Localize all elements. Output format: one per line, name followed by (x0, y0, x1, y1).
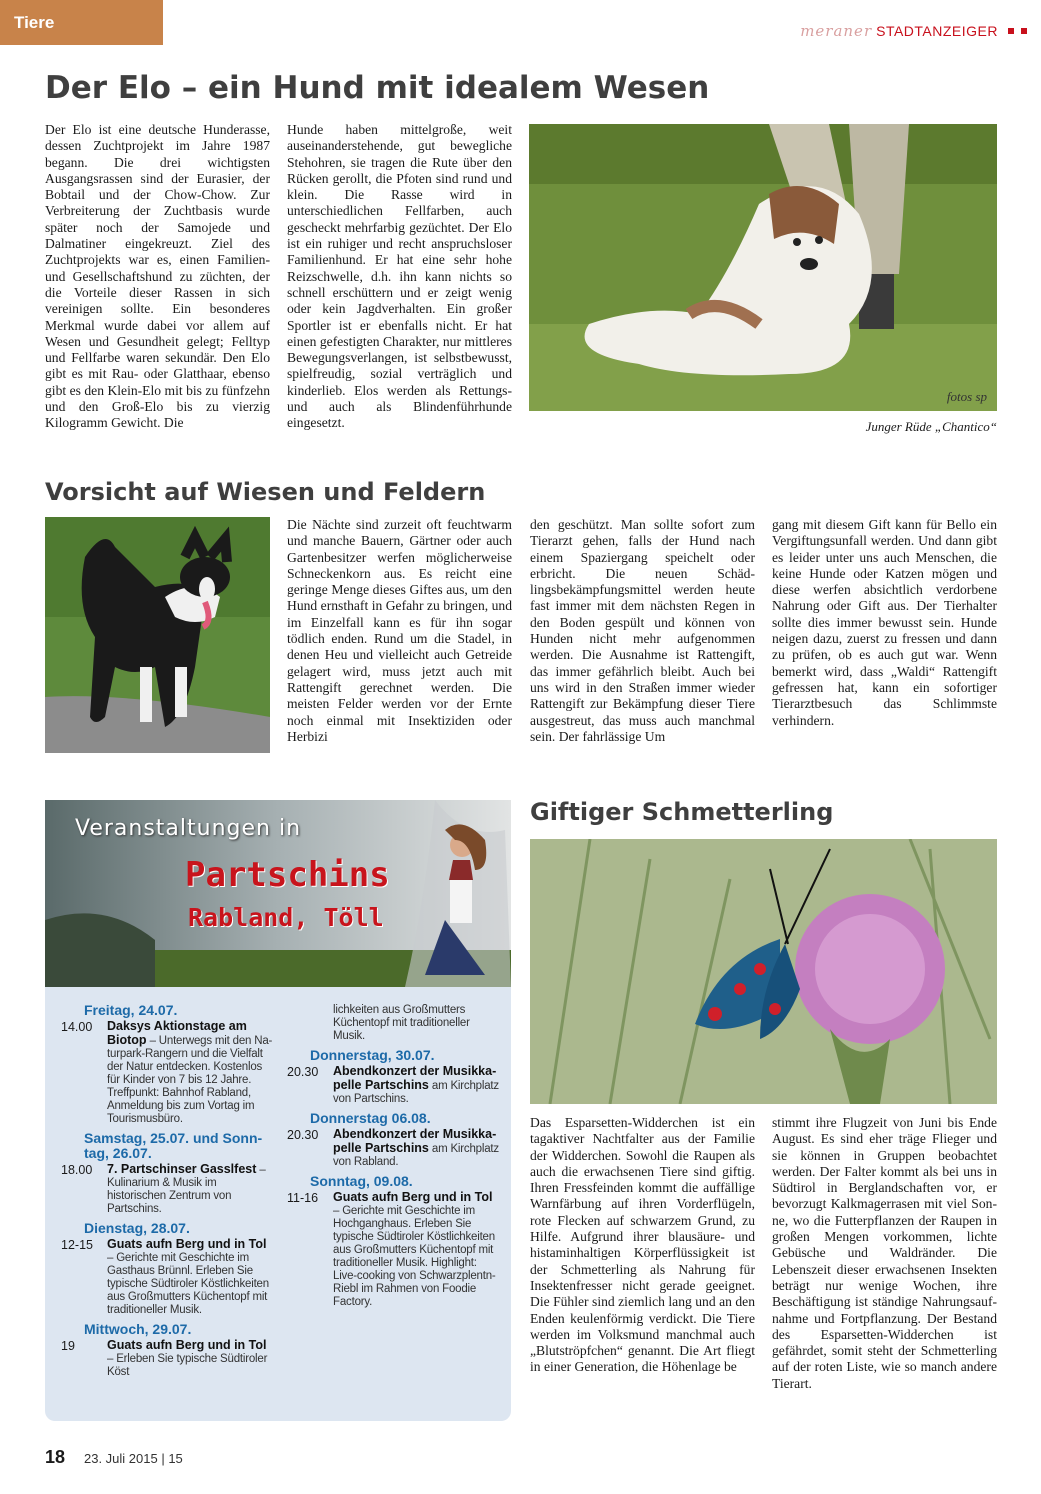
article-schmetterling-column-1: Das Esparsetten-Widderchen ist ein tagaktiver Nachtfalter aus der Familie der Widderchen. Sowohl die Raupen als auch die erwachsenen Tiere sind giftig. Ihren Fressfeinden kommt die auffällige Warnfärbung auf ihren Vorderflügeln, rote Flecken auf schwarzem Grund, zu Hilfe. Aufgrund ihrer blausäure- und histaminhaltigen Körperflüssigkeit ist der Schmetterling als Nahrung für Insektenfresser nicht gerade geeignet. Die Fühler sind ziemlich lang und an den Enden keulenförmig verdickt. Die Tiere werden im Volksmund manchmal auch „Blutströpfchen“ genannt. Die Art fliegt in einer Generation, die Höhenlage be (530, 1115, 755, 1375)
event-text: am Kirchplatz von Rabland. (333, 1143, 499, 1168)
event-title: Daksys Aktionstage am Biotop (107, 1019, 247, 1047)
event-item (287, 1128, 499, 1169)
headline-vorsicht: Vorsicht auf Wiesen und Feldern (45, 478, 486, 506)
photo-butterfly-on-thistle (530, 839, 997, 1104)
event-description (107, 1238, 273, 1317)
events-banner-subtitle: Rabland, Töll (188, 903, 384, 932)
event-date-heading: Samstag, 25.07. und Sonntag, 26.07. (84, 1130, 263, 1161)
event-title: 7. Partschinser Gasslfest (107, 1162, 257, 1176)
event-date-heading: Mittwoch, 29.07. (84, 1321, 192, 1337)
event-text: – Gerichte mit Geschichte im Gasthaus Brünnl. Erleben Sie typische Südtiroler Köstlichkeiten aus Großmutters Küchentopf mit traditioneller Musik. (107, 1252, 269, 1316)
event-description (107, 1020, 273, 1126)
event-item (287, 1065, 499, 1106)
event-text: am Kirchplatz von Partschins. (333, 1080, 499, 1105)
event-text: – Unterwegs mit den Naturpark-Rangern und die Vielfalt der Natur entdecken. Kostenlos für Kinder von 7 bis 12 Jahre. Treffpunkt: Bahnhof Rabland, Anmeldung bis zum Vortag im Tourismusbüro. (107, 1035, 273, 1125)
event-item (61, 1163, 273, 1216)
article-elo-column-1: Der Elo ist eine deutsche Hunderasse, dessen Zuchtprojekt im Jahre 1987 begann. Die drei wichtigsten Ausgangsrassen sind der Eurasier, der Bobtail und der Chow-Chow. Zur Verbreiterung der Zuchtbasis wurde später noch der Samojede und Dalmatiner eingekreuzt. Ziel des Zuchtprojekts war es, einen Familien- und Gesellschaftshund zu züchten, der die Vorteile dieser Rassen in sich vereinigen sollte. Ein besonderes Merkmal wurde dabei vor allem auf Wesen und Gesundheit gelegt; Felltyp und Fellfarbe waren sekundär. Den Elo gibt es mit Rau- oder Glatthaar, ebenso gibt es den Klein-Elo mit bis zu fünfzehn und den Groß-Elo bis zu vierzig Kilogramm Gewicht. Die (45, 122, 270, 431)
headline-elo: Der Elo – ein Hund mit idealem Wesen (45, 70, 710, 106)
events-box (45, 800, 511, 1421)
event-title: Guats aufn Berg und in Tol (107, 1338, 267, 1352)
events-banner (45, 800, 511, 987)
article-vorsicht-column-1: Die Nächte sind zurzeit oft feuchtwarm und manche Bauern, Gärtner oder auch Gartenbesitzer werfen möglicherweise Schneckenkorn aus. Es reicht eine geringe Menge dieses Giftes aus, um den Hund ernsthaft in Gefahr zu bringen, und im Einzelfall kann es für ihn sogar tödlich enden. Rund um die Stadel, in denen Heu und vielleicht auch Getreide gelagert wird, muss jetzt auch mit Rattengift gerechnet werden. Die meisten Felder werden vor der Ernte noch einmal mit Insektiziden oder Herbizi (287, 517, 512, 744)
event-item (61, 1238, 273, 1317)
photo-caption: Junger Rüde „Chantico“ (865, 419, 997, 434)
masthead-square (1021, 28, 1027, 34)
events-banner-line1: Veranstaltungen in (75, 816, 302, 841)
event-time: 19 (61, 1339, 75, 1353)
event-time: 11-16 (287, 1191, 319, 1205)
page-number: 18 (45, 1447, 66, 1467)
issue-date: 23. Juli 2015 | 15 (84, 1451, 183, 1466)
article-elo-column-2: Hunde haben mittelgroße, weit auseinanderstehende, gut bewegliche Stehohren, sie tragen die Rute über den Rücken gerollt, die Pfoten sind rund und klein. Die Rasse wird in unterschiedlichen Fellfarben, auch gescheckt mehrfarbig gezüchtet. Der Elo ist ein ruhiger und recht anspruchsloser Familienhund. Er hat eine sehr hohe Reizschwelle, d.h. ihn kann nichts so schnell erschüttern und er zeigt wenig oder kein Jagdverhalten. Ein großer Sportler ist er ebenfalls nicht. Er hat einen gefestigten Charakter, nur mittleres Bewegungsverlangen, ist selbstbewusst, spielfreudig, sozial verträglich und kinderlieb. Elos werden als Rettungs- und auch als Blindenführhunde eingesetzt. (287, 122, 512, 431)
article-vorsicht-column-2: den geschützt. Man sollte sofort zum Tierarzt gehen, falls der Hund nach einem Spaziergang speichelt oder erbricht. Die neuen Schädlingsbekämpfungsmittel werden heute fast immer mit dem nächsten Regen in den Boden gespült und können von Hunden nicht mehr aufgenommen werden. Die Ausnahme ist Rattengift, das immer gefährlich bleibt. Auch bei uns wird in den Straßen immer wieder Rattengift zur Bekämpfung dieser Tiere ausgestreut, das muss auch manchmal sein. Der fahrlässige Um (530, 517, 755, 744)
event-date-heading: Donnerstag 06.08. (310, 1110, 431, 1126)
event-time: 18.00 (61, 1163, 93, 1177)
event-time: 14.00 (61, 1020, 93, 1034)
masthead-part2: STADTANZEIGER (876, 23, 998, 39)
events-column-right (287, 998, 499, 1309)
event-description (333, 1128, 499, 1169)
event-text: – Gerichte mit Geschichte im Hochganghaus. Erleben Sie typische Südtiroler Köstlichkeiten aus Großmutters Küchentopf mit traditioneller Musik. Highlight: Live-cooking von Schwarzplentn-Riebl im Rahmen von Foodie Factory. (333, 1205, 496, 1308)
event-description (107, 1163, 273, 1216)
article-schmetterling-column-2: stimmt ihre Flugzeit von Juni bis Ende August. Es sind eher träge Flieger und sie können in Gruppen beobachtet werden. Der Falter kommt als bei uns in Südtirol in Berglandschaften vor, er bevorzugt Kalkmagerrasen mit viel Sonne, wo die Futterpflanzen der Raupen in großen Mengen vorkommen, lichte Gebüsche und Waldränder. Die Lebenszeit dieser erwachsenen Insekten beträgt nur wenige Wochen, ihre Beschäftigung ist ständige Nahrungsaufnahme und Fortpflanzung. Der Bestand des Esparsetten-Widderchen ist gefährdet, somit steht der Schmetterling auf der roten Liste, wie so manch andere Tierart. (772, 1115, 997, 1391)
masthead-part1: meraner (800, 22, 873, 40)
event-title: Abendkonzert der Musikkapelle Partschins (333, 1064, 497, 1092)
event-description (333, 1065, 499, 1106)
masthead-square (1008, 28, 1014, 34)
event-title: Guats aufn Berg und in Tol (333, 1190, 493, 1204)
article-vorsicht-column-3: gang mit diesem Gift kann für Bello ein Vergiftungsunfall werden. Und dann gibt es leider unter uns auch Menschen, die keine Hunde oder Katzen mögen und diese werfen absichtlich verdorbene Nahrung oder Gift aus. Der Tierhalter sollte dies immer bewusst sein. Hunde neigen dazu, zuerst zu fressen und dann zu prüfen, ob es auch gut war. Wenn bemerkt wird, dass „Waldi“ Rattengift gefressen hat, kann ein sofortiger Tierarztbesuch das Schlimmste verhindern. (772, 517, 997, 728)
event-date-heading: Dienstag, 28.07. (84, 1220, 190, 1236)
events-column-left (61, 998, 273, 1379)
event-text: – Erleben Sie typische Südtiroler Köst (107, 1353, 268, 1378)
event-item (287, 1191, 499, 1309)
event-time: 20.30 (287, 1128, 319, 1142)
section-tab: Tiere (0, 0, 163, 45)
event-time (287, 1004, 333, 1043)
event-text: – Kulinarium & Musik im historischen Zentrum von Partschins. (107, 1164, 266, 1215)
photo-black-white-dog (45, 517, 270, 753)
event-time: 12-15 (61, 1238, 93, 1252)
event-title: Abendkonzert der Musikkapelle Partschins (333, 1127, 497, 1155)
events-banner-title: Partschins (185, 855, 390, 895)
event-item (61, 1020, 273, 1126)
event-continued-text: lichkeiten aus Großmutters Küchentopf mit traditioneller Musik. (333, 1004, 470, 1042)
masthead-logo (800, 22, 1027, 40)
photo-elo-dog (529, 124, 997, 411)
event-description (333, 1191, 499, 1309)
headline-schmetterling: Giftiger Schmetterling (530, 798, 834, 826)
event-item (61, 1339, 273, 1379)
event-item (287, 1004, 499, 1043)
event-time: 20.30 (287, 1065, 319, 1079)
event-date-heading: Freitag, 24.07. (84, 1002, 178, 1018)
photo-credit: fotos sp (946, 389, 987, 404)
event-description (107, 1339, 273, 1379)
event-date-heading: Donnerstag, 30.07. (310, 1047, 435, 1063)
event-date-heading: Sonntag, 09.08. (310, 1173, 413, 1189)
event-title: Guats aufn Berg und in Tol (107, 1237, 267, 1251)
